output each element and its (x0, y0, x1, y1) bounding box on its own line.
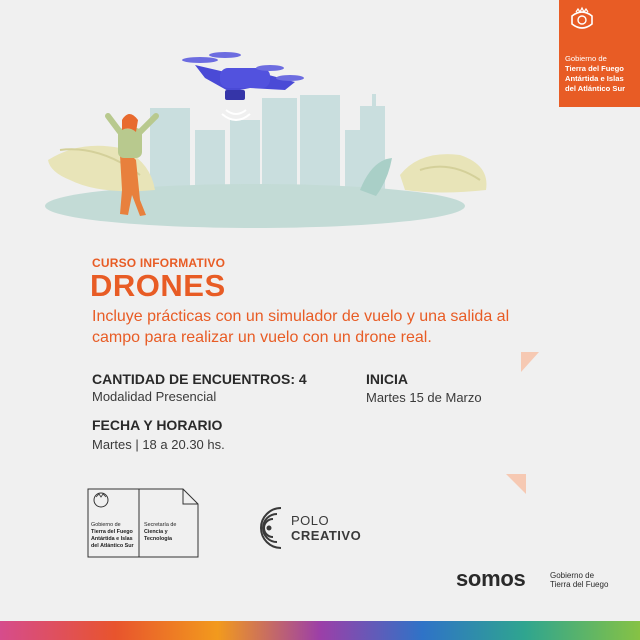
start-value: Martes 15 de Marzo (366, 390, 482, 405)
start-label: INICIA (366, 371, 408, 387)
government-badge (559, 0, 640, 107)
crest-icon (568, 6, 596, 34)
government-name: Gobierno de Tierra del Fuego Antártida e Islas del Atlántico Sur (565, 54, 626, 93)
somos-subtitle: Gobierno de Tierra del Fuego (550, 571, 609, 589)
ground (45, 184, 465, 228)
schedule-label: FECHA Y HORARIO (92, 417, 223, 433)
triangle-decor-2 (521, 352, 539, 372)
polo-creativo-icon (247, 500, 289, 556)
rainbow-footer-bar (0, 621, 640, 640)
secretaria-text: Secretaría de Ciencia y Tecnología (144, 522, 177, 542)
schedule-value: Martes | 18 a 20.30 hs. (92, 437, 225, 452)
course-description: Incluye prácticas con un simulador de vuelo y una salida al campo para realizar un vuelo con un drone real. (92, 308, 510, 346)
course-kicker: CURSO INFORMATIVO (92, 256, 226, 270)
secretaria-logo (87, 488, 199, 558)
encounters-label: CANTIDAD DE ENCUENTROS: 4 (92, 371, 307, 387)
polo-creativo-logo: POLO CREATIVO (247, 500, 377, 556)
course-title: DRONES (90, 268, 226, 303)
triangle-decor-3 (506, 474, 526, 494)
encounters-value: Modalidad Presencial (92, 389, 217, 404)
somos-logo: somos (456, 566, 526, 591)
drone-illustration (0, 40, 560, 240)
city-skyline (150, 94, 385, 198)
gov-logo-text: Gobierno de Tierra del Fuego Antártida e Islas del Atlántico Sur (91, 522, 134, 549)
